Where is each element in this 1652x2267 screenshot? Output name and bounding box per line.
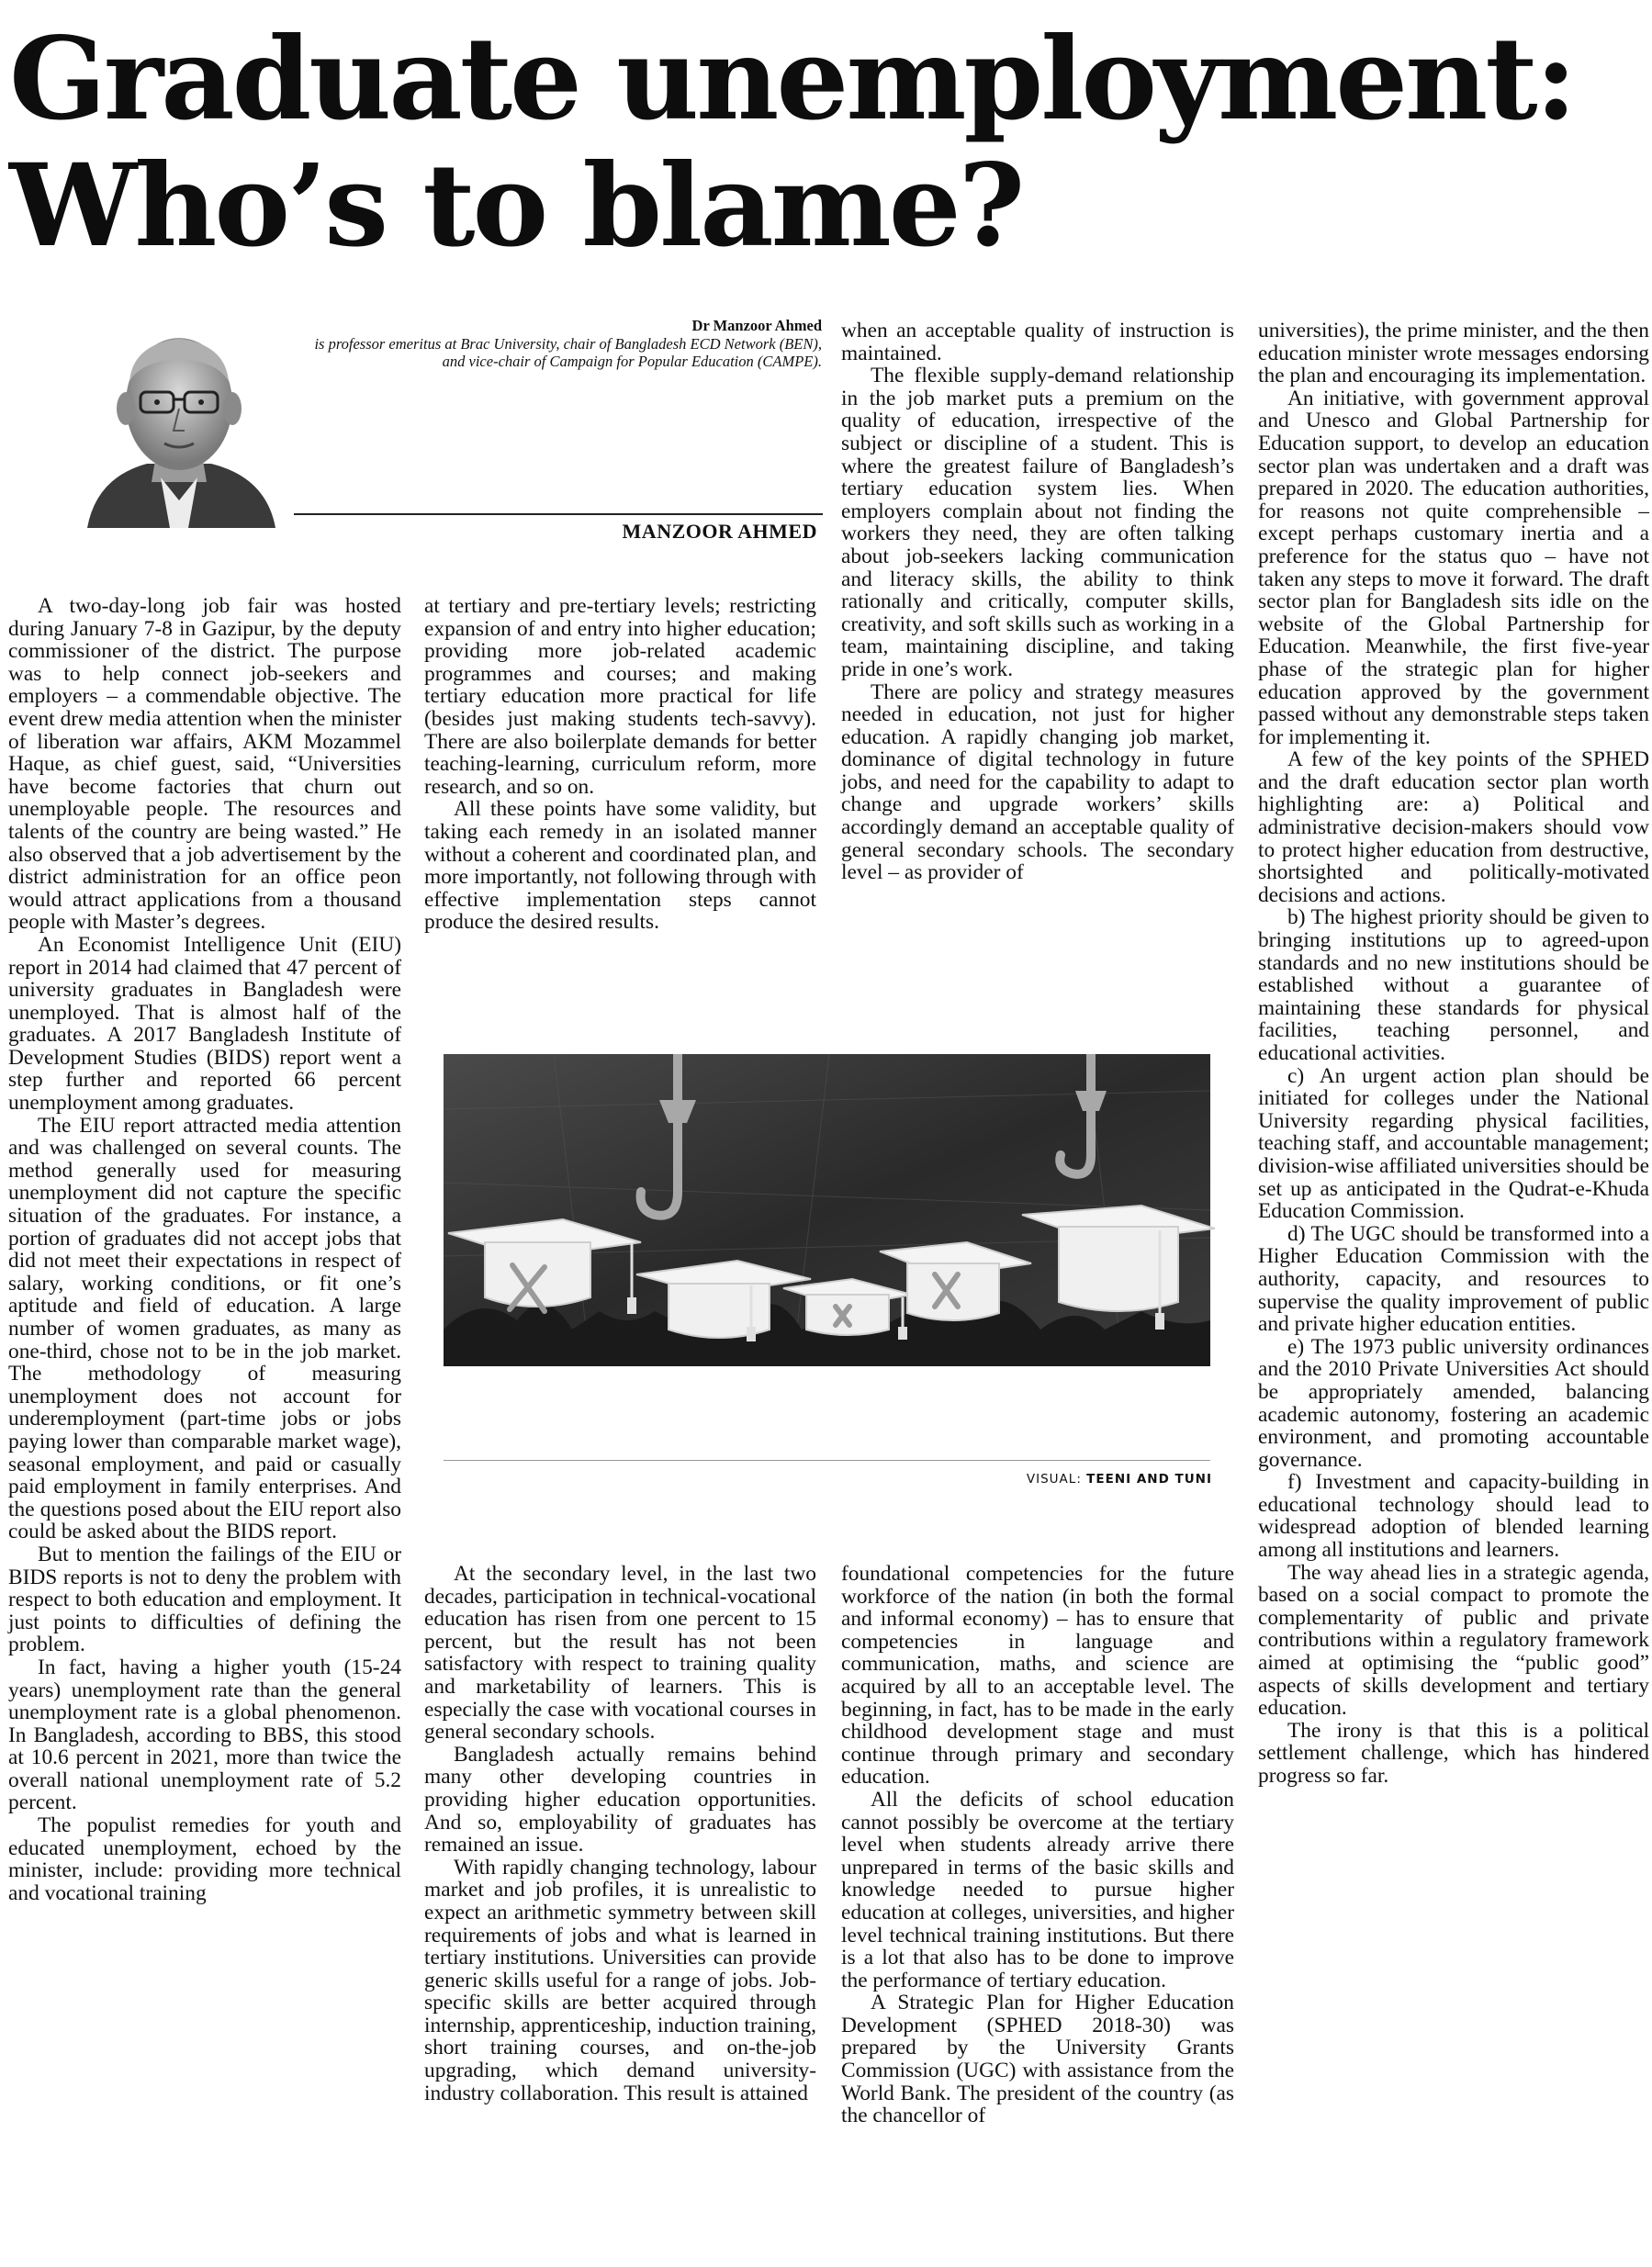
paragraph: e) The 1973 public university ordinances and the 2010 Private Universities Act should be appropriately amended, balancing academic autonomy, fostering an academic environment, and promoting accountable governance. (1258, 1334, 1649, 1472)
paragraph: b) The highest priority should be given to bringing institutions up to agreed-upon standards and no new institutions should be established without a guarantee of maintaining these standards for physical facilities, teaching personnel, and educational activities. (1258, 905, 1649, 1065)
paragraph: There are policy and strategy measures needed in education, not just for higher education. A rapidly changing job market, dominance of digital technology in future jobs, and need for the capability to adapt to change and upgrade workers’ skills accordingly demand an acceptable quality of general secondary schools. The secondary level – as provider of (841, 679, 1234, 885)
author-note (303, 317, 822, 371)
author-photo (69, 317, 289, 528)
paragraph: The EIU report attracted media attention and was challenged on several counts. The method generally used for measuring unemployment did not capture the specific situation of the graduates. For instance, a portion of graduates did not accept jobs that did not meet their expectations in respect of salary, working conditions, or fit one’s aptitude and field of education. A large number of women graduates, as many as one-third, chose not to be in the job market. The methodology of measuring unemployment does not account for underemployment (part-time jobs or jobs paying lower than comparable market wage), seasonal employment, and paid or casually paid employment in family enterprises. And the questions posed about the EIU report also could be asked about the BIDS report. (8, 1113, 401, 1544)
paragraph: In fact, having a higher youth (15-24 years) unemployment rate than the general unemployment rate is a global phenomenon. In Bangladesh, according to BBS, this stood at 10.6 percent in 2021, more than twice the overall national unemployment rate of 5.2 percent. (8, 1655, 401, 1815)
paragraph: foundational competencies for the future workforce of the nation (in both the formal and informal economy) – has to ensure that competencies in language and communication, maths, and science are acquired by all to an acceptable level. The beginning, in fact, has to be made in the early childhood development stage and must continue through primary and secondary education. (841, 1562, 1234, 1790)
image-credit (444, 1472, 1212, 1487)
paragraph: A two-day-long job fair was hosted during January 7-8 in Gazipur, by the deputy commissioner of the district. The purpose was to help connect job-seekers and employers – a commendable objective. The event drew media attention when the minister of liberation war affairs, AKM Mozammel Haque, as chief guest, said, “Universities have become factories that churn out unemployable people. The resources and talents of the country are being wasted.” He also observed that a job advertisement by the district administration for an office peon would attract applications from a thousand people with Master’s degrees. (8, 594, 401, 935)
paragraph: An initiative, with government approval and Unesco and Global Partnership for Education support, to develop an education sector plan was undertaken and a draft was prepared in 2020. The education authorities, for reasons not quite comprehensible – except perhaps customary inertia and a preference for the status quo – have not taken any steps to move it forward. The draft sector plan for Bangladesh sits idle on the website of the Global Partnership for Education. Meanwhile, the first five-year phase of the strategic plan for higher education approved by the government passed without any demonstrable steps taken for implementing it. (1258, 386, 1649, 749)
paragraph: The populist remedies for youth and educated unemployment, echoed by the minister, include: providing more technical and vocational training (8, 1813, 401, 1905)
author-name: Dr Manzoor Ahmed (691, 317, 822, 334)
credit-label: VISUAL: (1026, 1472, 1082, 1487)
illustration-graduation-caps (444, 1054, 1362, 1449)
paragraph: All the deficits of school education cannot possibly be overcome at the tertiary level when students already arrive there unprepared in terms of the basic skills and knowledge needed to pursue higher education at colleges, universities, and higher level technical training institutions. But there is a lot that also has to be done to improve the performance of tertiary education. (841, 1787, 1234, 1992)
paragraph: The way ahead lies in a strategic agenda, based on a social compact to promote the complementarity of public and private contributions within a regulatory framework aimed at optimising the “public good” aspects of skills development and tertiary education. (1258, 1560, 1649, 1721)
column-3-top (841, 320, 1234, 884)
paragraph: The irony is that this is a political settlement challenge, which has hindered progress so far. (1258, 1718, 1649, 1788)
author-bio: is professor emeritus at Brac University, chair of Bangladesh ECD Network (BEN), and vice-chair of Campaign for Popular Education (CAMPE). (314, 334, 822, 370)
illustration-rule (444, 1460, 1210, 1461)
paragraph: But to mention the failings of the EIU or BIDS reports is not to deny the problem with respect to both education and employment. It just points to difficulties of defining the problem. (8, 1542, 401, 1657)
column-1 (8, 595, 401, 1904)
column-3-bottom (841, 1563, 1234, 2127)
paragraph: when an acceptable quality of instruction is maintained. (841, 319, 1234, 365)
paragraph: A few of the key points of the SPHED and the draft education sector plan worth highlighting are: a) Political and administrative decision-makers should vow to protect higher education from destructive, shortsighted and politically-motivated decisions and actions. (1258, 747, 1649, 907)
paragraph: All these points have some validity, but taking each remedy in an isolated manner without a coherent and coordinated plan, and more importantly, not following through with effective implementation steps cannot produce the desired results. (424, 797, 816, 935)
paragraph: The flexible supply-demand relationship in the job market puts a premium on the quality of education, irrespective of the subject or discipline of a student. This is where the greatest failure of Bangladesh’s tertiary education system lies. When employers complain about not finding the workers they need, they are often talking about job-seekers lacking communication and literacy skills, the ability to think rationally and critically, computer skills, creativity, and soft skills such as working in a team, maintaining discipline, and taking pride in one’s work. (841, 364, 1234, 681)
credit-name: TEENI AND TUNI (1086, 1472, 1212, 1487)
paragraph: d) The UGC should be transformed into a Higher Education Commission with the authority, capacity, and resources to supervise the quality improvement of public and private higher education entities. (1258, 1221, 1649, 1337)
paragraph: With rapidly changing technology, labour market and job profiles, it is unrealistic to expect an arithmetic symmetry between skill requirements of jobs and what is learned in tertiary institutions. Universities can provide generic skills useful for a range of jobs. Job-specific skills are better acquired through internship, apprenticeship, induction training, short training courses, and on-the-job upgrading, which demand university-industry collaboration. This result is attained (424, 1855, 816, 2105)
column-2-bottom (424, 1563, 816, 2104)
paragraph: A Strategic Plan for Higher Education Development (SPHED 2018-30) was prepared by the University Grants Commission (UGC) with assistance from the World Bank. The president of the country (as the chancellor of (841, 1991, 1234, 2128)
paragraph: at tertiary and pre-tertiary levels; restricting expansion of and entry into higher education; providing more job-related academic programmes and courses; and making tertiary education more practical for life (besides just making students tech-savvy). There are also boilerplate demands for better teaching-learning, curriculum reform, more research, and so on. (424, 594, 816, 799)
column-2-top (424, 595, 816, 934)
paragraph: f) Investment and capacity-building in educational technology should lead to widespread adoption of blended learning among all institutions and learners. (1258, 1470, 1649, 1563)
paragraph: An Economist Intelligence Unit (EIU) report in 2014 had claimed that 47 percent of university graduates in Bangladesh were unemployed. That is almost half of the graduates. A 2017 Bangladesh Institute of Development Studies (BIDS) report went a step further and reported 66 percent unemployment among graduates. (8, 932, 401, 1116)
paragraph: c) An urgent action plan should be initiated for colleges under the National University regarding physical facilities, teaching staff, and accountable management; division-wise affiliated universities should be set up as anticipated in the Qudrat-e-Khuda Education Commission. (1258, 1063, 1649, 1224)
headline: Graduate unemployment: Who’s to blame? (9, 13, 1575, 273)
paragraph: Bangladesh actually remains behind many other developing countries in providing higher education opportunities. And so, employability of graduates has remained an issue. (424, 1742, 816, 1857)
byline: MANZOOR AHMED (622, 520, 817, 543)
byline-rule (294, 513, 823, 515)
paragraph: universities), the prime minister, and the then education minister wrote messages endorsing the plan and encouraging its implementation. (1258, 319, 1649, 388)
paragraph: At the secondary level, in the last two decades, participation in technical-vocational education has risen from one percent to 15 percent, but the result has not been satisfactory with respect to training quality and marketability of learners. This is especially the case with vocational courses in general secondary schools. (424, 1562, 816, 1745)
